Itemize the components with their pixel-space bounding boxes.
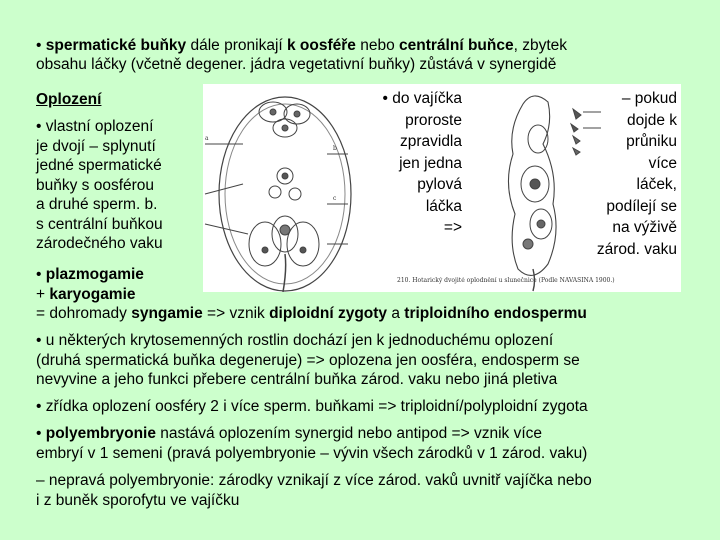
svg-text:b: b <box>333 145 337 152</box>
figure-right-line: zárod. vaku <box>596 240 677 258</box>
bullet: • <box>36 37 42 54</box>
text-run: , zbytek <box>513 37 568 54</box>
paragraph-line: (druhá spermatická buňka degeneruje) => oplozena jen oosféra, endosperm se <box>36 351 580 369</box>
text-run: triploidního endospermu <box>404 305 587 322</box>
figure-middle-line: proroste <box>405 111 462 129</box>
karyogamie-term: karyogamie <box>49 285 136 303</box>
polyspermy-paragraph <box>36 397 720 416</box>
text-run: = dohromady <box>36 305 132 322</box>
svg-text:c: c <box>333 195 337 202</box>
figure-right-line: dojde k <box>627 111 677 129</box>
text-run: syngamie <box>131 305 203 322</box>
paragraph-line: i z buněk sporofytu ve vajíčku <box>36 491 240 509</box>
text-run: centrální buňce <box>399 37 514 54</box>
text-run: spermatické buňky <box>45 37 187 54</box>
paragraph-line: • polyembryonie nastává oplozením synergid nebo antipod => vznik více <box>36 425 543 442</box>
intro-paragraph <box>36 36 716 74</box>
oplozeni-line: je dvojí – splynutí <box>36 137 156 155</box>
figure-middle-line: => <box>443 219 462 236</box>
figure-caption: 210. Hotarický dvojité oplodnění u slunečnice (Podle NAVAŠINA 1900.) <box>397 277 615 284</box>
text-run: diploidní zygoty <box>269 305 388 322</box>
plazmogamie-term: plazmogamie <box>45 266 144 283</box>
figure-middle-line: láčka <box>425 197 462 215</box>
paragraph-line: embryí v 1 semeni (pravá polyembryonie – vývin všech zárodků v 1 zárod. vaku) <box>36 444 588 462</box>
figure-right-line: podílejí se <box>606 197 677 215</box>
figure-right-line: na výživě <box>612 219 677 236</box>
svg-text:a: a <box>205 135 209 142</box>
oplozeni-heading: Oplození <box>36 91 102 108</box>
intro-line-1 <box>36 36 716 55</box>
oplozeni-text <box>36 117 206 254</box>
polyembryonie-term: polyembryonie <box>45 425 156 442</box>
figure-right-line: průniku <box>626 133 677 150</box>
figure-right-line: více <box>648 154 677 172</box>
figure-right-line: láček, <box>636 176 677 193</box>
karyogamie-line: + karyogamie <box>36 285 136 303</box>
text-run: dále pronikají <box>186 37 287 54</box>
figure-middle-text <box>353 88 462 239</box>
figure-right-text <box>573 88 677 260</box>
text-run: nebo <box>355 37 400 54</box>
plazmogamie-block <box>36 265 720 324</box>
oplozeni-line: buňky s oosférou <box>36 176 155 194</box>
oplozeni-line: jedné spermatické <box>36 157 162 174</box>
false-polyembryony-paragraph <box>36 471 720 510</box>
paragraph-line: • zřídka oplození oosféry 2 i více sperm. buňkami => triploidní/polyploidní zygota <box>36 398 588 415</box>
oplozeni-line: • vlastní oplození <box>36 118 154 135</box>
text-run: => vznik <box>202 305 270 322</box>
oplozeni-line: zárodečného vaku <box>36 235 163 252</box>
oplozeni-line: s centrální buňkou <box>36 215 163 233</box>
text-run: a <box>387 305 405 322</box>
figure-middle-line: • do vajíčka <box>382 90 462 107</box>
oplozeni-line: a druhé sperm. b. <box>36 196 158 213</box>
figure-right-line: – pokud <box>621 90 677 107</box>
paragraph-line: • u některých krytosemenných rostlin dochází jen k jednoduchému oplození <box>36 332 554 349</box>
figure-middle-line: zpravidla <box>399 133 462 150</box>
intro-line-2: obsahu láčky (včetně degener. jádra vegetativní buňky) zůstává v synergidě <box>36 56 557 73</box>
text-run: k oosféře <box>287 37 356 54</box>
polyembryonie-rest: nastává oplozením synergid nebo antipod => vznik více <box>155 425 543 442</box>
paragraph-line: – nepravá polyembryonie: zárodky vznikají z více zárod. vaků uvnitř vajíčka nebo <box>36 472 592 489</box>
plazmogamie-line: • plazmogamie <box>36 266 144 283</box>
figure-middle-line: jen jedna <box>399 154 462 172</box>
polyembryony-paragraph <box>36 424 720 463</box>
syngamie-line <box>36 304 720 324</box>
single-fertilization-paragraph <box>36 331 720 390</box>
embryo-sac-figure <box>203 84 681 292</box>
paragraph-line: nevyvine a jeho funkci přebere centrální buňka zárod. vaku nebo jiná pletiva <box>36 371 558 388</box>
figure-middle-line: pylová <box>417 176 462 193</box>
